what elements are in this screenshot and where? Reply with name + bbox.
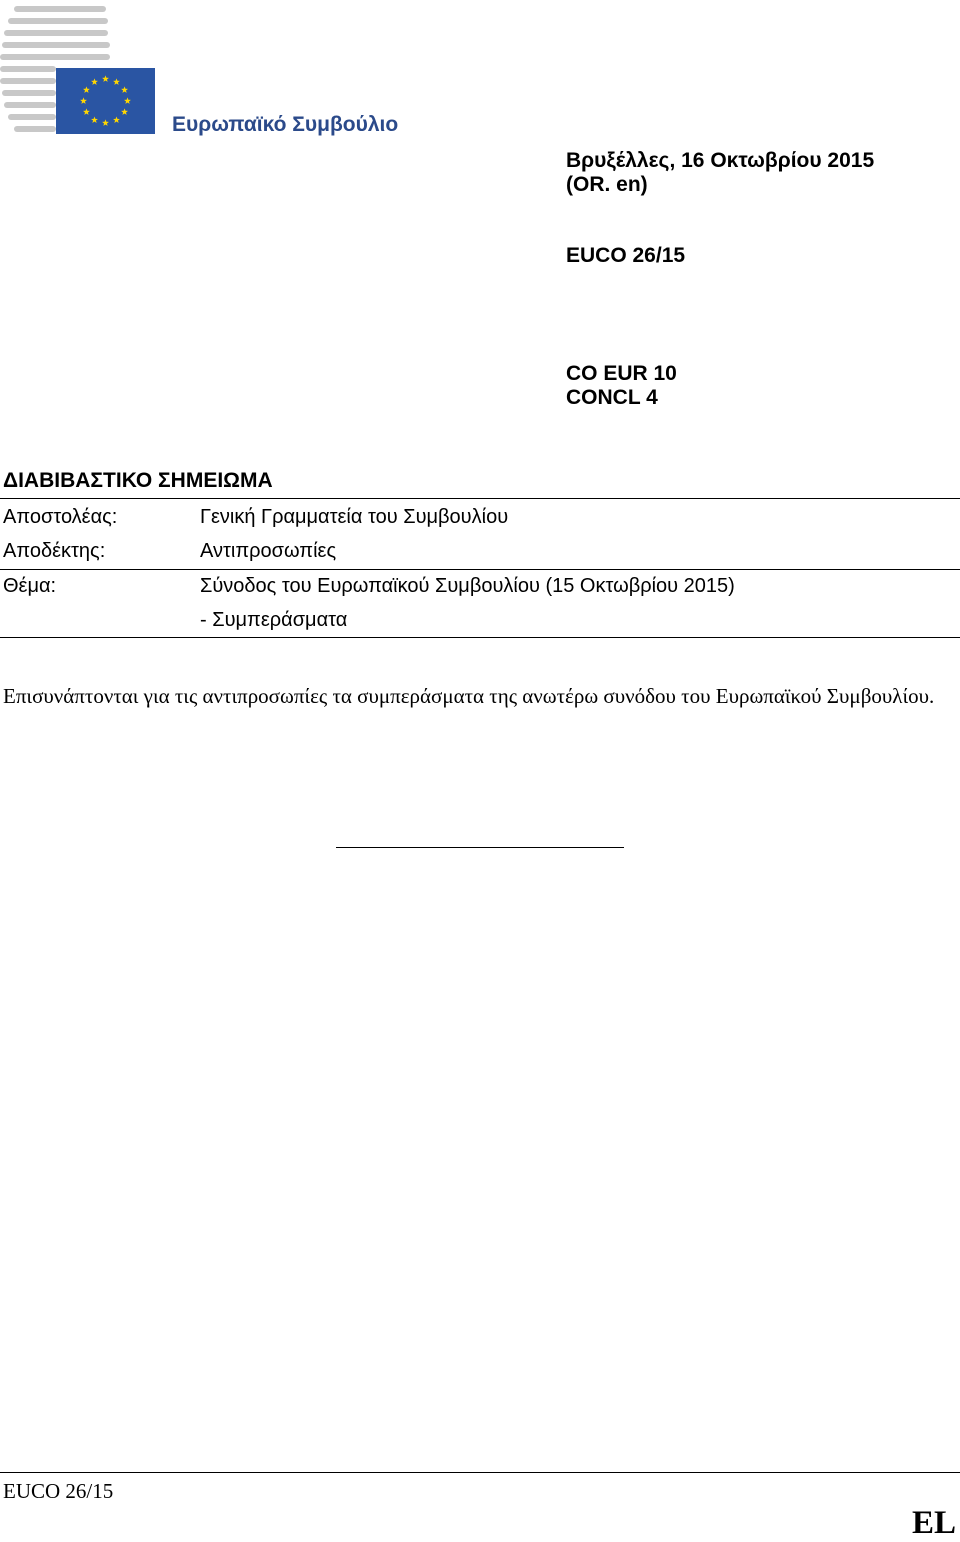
note-title: ΔΙΑΒΙΒΑΣΤΙΚΟ ΣΗΜΕΙΩΜΑ — [3, 469, 273, 492]
sender-value: Γενική Γραμματεία του Συμβουλίου — [200, 506, 509, 528]
recipient-value: Αντιπροσωπίες — [200, 540, 337, 562]
subject-line-2: - Συμπεράσματα — [200, 609, 348, 631]
divider — [0, 637, 960, 638]
european-council-logo — [0, 0, 160, 140]
subject-label: Θέμα: — [3, 575, 57, 597]
recipient-label: Αποδέκτης: — [3, 540, 106, 562]
organization-name: Ευρωπαϊκό Συμβούλιο — [172, 113, 399, 136]
footer-document-code: EUCO 26/15 — [3, 1479, 114, 1503]
original-language: (OR. en) — [566, 173, 648, 196]
sender-label: Αποστολέας: — [3, 506, 118, 528]
date-line: Βρυξέλλες, 16 Οκτωβρίου 2015 — [566, 149, 875, 172]
end-rule — [336, 847, 624, 848]
co-eur-code: CO EUR 10 — [566, 362, 677, 385]
footer-divider — [0, 1472, 960, 1473]
body-paragraph: Επισυνάπτονται για τις αντιπροσωπίες τα συμπεράσματα της ανωτέρω συνόδου του Ευρωπαϊκού Συμβουλίου. — [3, 684, 935, 708]
language-code: EL — [911, 1505, 956, 1541]
divider — [0, 498, 960, 499]
divider — [0, 569, 960, 570]
subject-line-1: Σύνοδος του Ευρωπαϊκού Συμβουλίου (15 Οκτωβρίου 2015) — [200, 575, 735, 597]
document-code: EUCO 26/15 — [566, 244, 686, 267]
concl-code: CONCL 4 — [566, 386, 658, 409]
